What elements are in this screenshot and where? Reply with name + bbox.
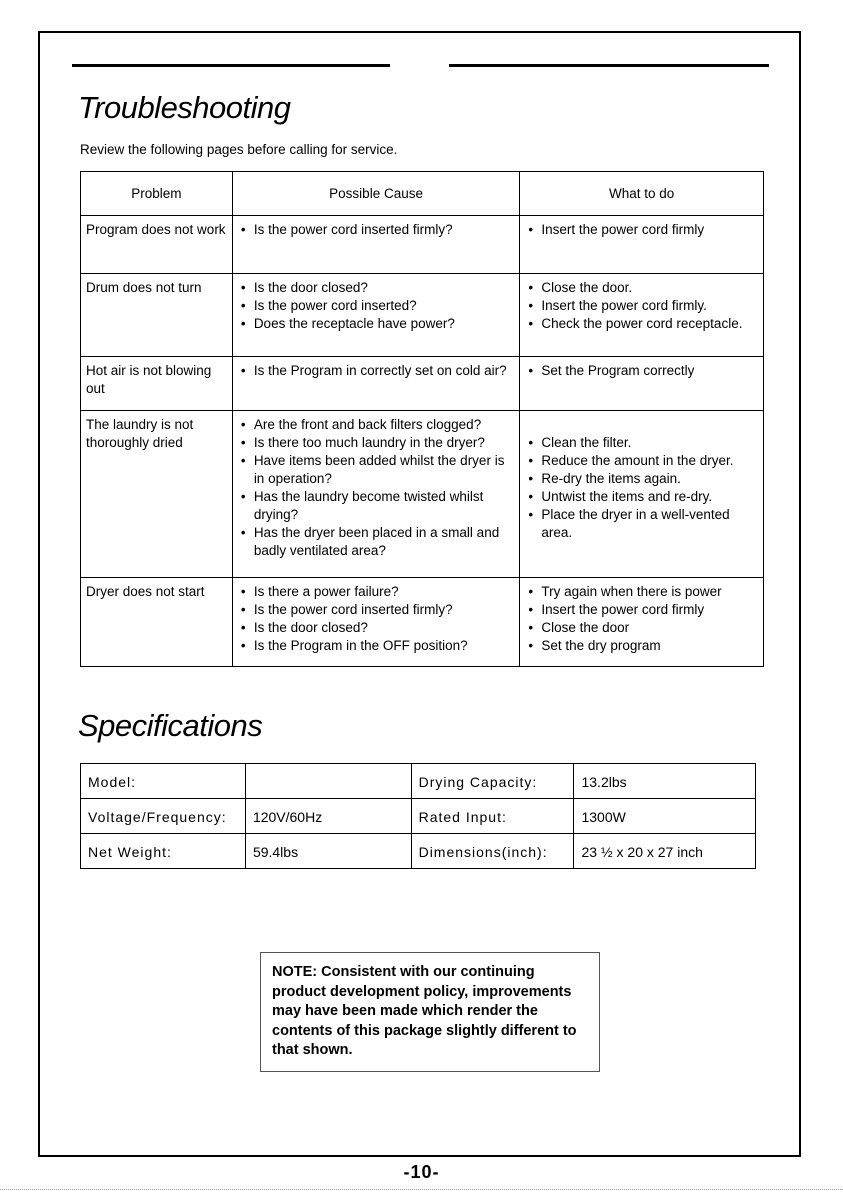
spec-label: Model:: [81, 764, 246, 799]
action-item: • Clean the filter.: [525, 434, 759, 452]
action-item: • Set the Program correctly: [525, 362, 759, 380]
cause-item: • Is the power cord inserted firmly?: [238, 601, 516, 619]
cause-item: • Is the Program in the OFF position?: [238, 637, 516, 655]
cause-item: • Has the dryer been placed in a small and badly ventilated area?: [238, 524, 516, 560]
action-item: • Re-dry the items again.: [525, 470, 759, 488]
action-cell: [520, 411, 764, 578]
table-row: [81, 274, 764, 357]
action-cell: [520, 357, 764, 411]
specifications-title: Specifications: [78, 708, 263, 743]
problem-cell: Hot air is not blowing out: [81, 357, 233, 411]
header-problem: Problem: [81, 172, 233, 216]
bullet-list: [525, 221, 759, 239]
spec-value: 59.4lbs: [245, 834, 411, 869]
cause-item: • Is there too much laundry in the dryer?: [238, 434, 516, 452]
action-item: • Reduce the amount in the dryer.: [525, 452, 759, 470]
problem-cell: Drum does not turn: [81, 274, 233, 357]
cause-cell: [232, 274, 520, 357]
action-item: • Set the dry program: [525, 637, 759, 655]
action-item: • Try again when there is power: [525, 583, 759, 601]
bullet-list: [525, 434, 759, 542]
header-rule-left: [72, 64, 390, 67]
spec-value: 120V/60Hz: [245, 799, 411, 834]
bullet-list: [238, 279, 516, 333]
header-cause: Possible Cause: [232, 172, 520, 216]
table-row: [81, 411, 764, 578]
specifications-table: [80, 763, 756, 869]
spec-row: [81, 764, 756, 799]
cause-cell: [232, 357, 520, 411]
problem-cell: Program does not work: [81, 216, 233, 274]
cause-item: • Have items been added whilst the dryer is in operation?: [238, 452, 516, 488]
cause-item: • Is the door closed?: [238, 619, 516, 637]
spec-value: [245, 764, 411, 799]
spec-label: Rated Input:: [411, 799, 574, 834]
spec-label: Net Weight:: [81, 834, 246, 869]
header-rule-right: [449, 64, 769, 67]
cause-cell: [232, 578, 520, 667]
troubleshooting-intro: Review the following pages before calling for service.: [80, 142, 398, 157]
action-item: • Untwist the items and re-dry.: [525, 488, 759, 506]
action-item: • Place the dryer in a well-vented area.: [525, 506, 759, 542]
cause-item: • Is the door closed?: [238, 279, 516, 297]
troubleshooting-table: [80, 171, 764, 667]
spec-value: 1300W: [574, 799, 756, 834]
action-item: • Close the door: [525, 619, 759, 637]
bullet-list: [525, 362, 759, 380]
cause-cell: [232, 411, 520, 578]
specifications-rows: [81, 764, 756, 869]
action-cell: [520, 216, 764, 274]
troubleshooting-title: Troubleshooting: [78, 90, 291, 125]
cause-item: • Are the front and back filters clogged?: [238, 416, 516, 434]
cause-item: • Is the power cord inserted?: [238, 297, 516, 315]
header-action: What to do: [520, 172, 764, 216]
spec-label: Voltage/Frequency:: [81, 799, 246, 834]
action-cell: [520, 578, 764, 667]
table-header-row: [81, 172, 764, 216]
bullet-list: [525, 279, 759, 333]
spec-value: 23 ½ x 20 x 27 inch: [574, 834, 756, 869]
action-cell: [520, 274, 764, 357]
cause-cell: [232, 216, 520, 274]
action-item: • Close the door.: [525, 279, 759, 297]
spec-label: Drying Capacity:: [411, 764, 574, 799]
cause-item: • Does the receptacle have power?: [238, 315, 516, 333]
table-row: [81, 578, 764, 667]
action-item: • Insert the power cord firmly: [525, 601, 759, 619]
table-row: [81, 216, 764, 274]
bullet-list: [238, 221, 516, 239]
spec-label: Dimensions(inch):: [411, 834, 574, 869]
action-item: • Insert the power cord firmly: [525, 221, 759, 239]
action-item: • Check the power cord receptacle.: [525, 315, 759, 333]
note-box: NOTE: Consistent with our continuing product development policy, improvements may have been made which render the contents of this package slightly different to that shown.: [260, 952, 600, 1072]
table-row: [81, 357, 764, 411]
troubleshooting-rows: [81, 216, 764, 667]
problem-cell: The laundry is not thoroughly dried: [81, 411, 233, 578]
spec-value: 13.2lbs: [574, 764, 756, 799]
bullet-list: [525, 583, 759, 655]
bottom-dotted-line: [0, 1189, 843, 1190]
action-item: • Insert the power cord firmly.: [525, 297, 759, 315]
cause-item: • Has the laundry become twisted whilst drying?: [238, 488, 516, 524]
cause-item: • Is there a power failure?: [238, 583, 516, 601]
bullet-list: [238, 583, 516, 655]
spec-row: [81, 799, 756, 834]
bullet-list: [238, 362, 516, 380]
spec-row: [81, 834, 756, 869]
cause-item: • Is the Program in correctly set on cold air?: [238, 362, 516, 380]
bullet-list: [238, 416, 516, 560]
problem-cell: Dryer does not start: [81, 578, 233, 667]
page-number: -10-: [403, 1162, 440, 1182]
cause-item: • Is the power cord inserted firmly?: [238, 221, 516, 239]
